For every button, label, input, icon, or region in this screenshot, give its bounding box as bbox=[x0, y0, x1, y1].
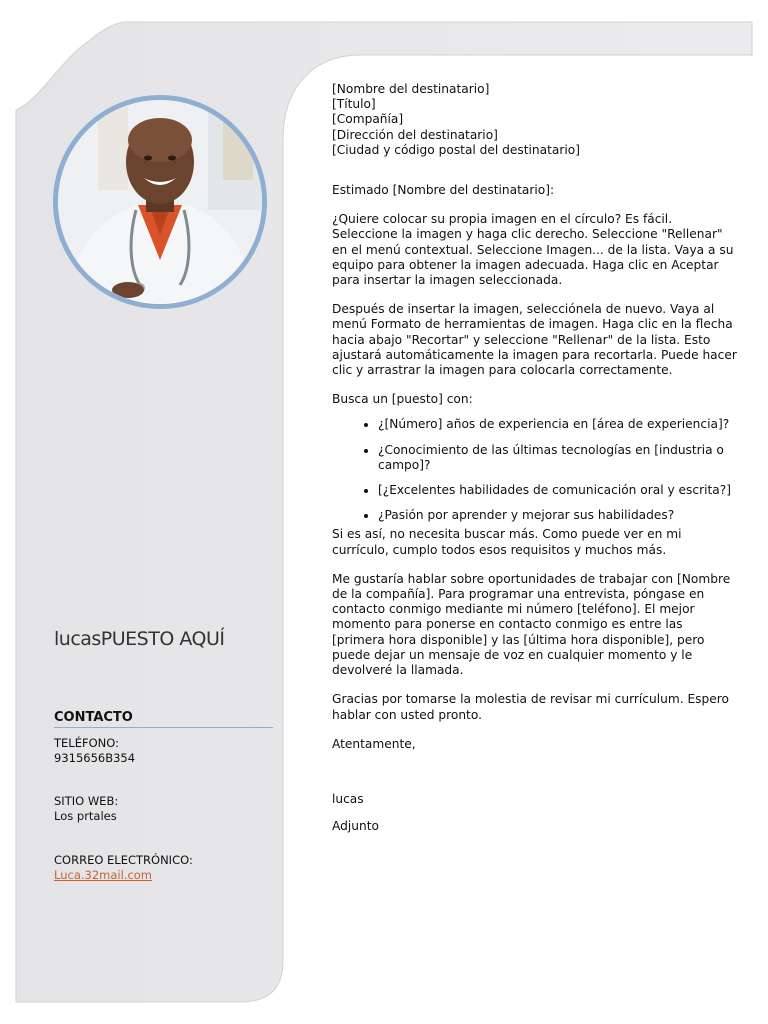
email-label: CORREO ELECTRÓNICO: bbox=[54, 853, 193, 867]
website-block bbox=[54, 794, 118, 824]
paragraph-6: Gracias por tomarse la molestia de revisar mi currículum. Espero hablar con usted pronto. bbox=[332, 692, 729, 722]
email-link[interactable]: Luca.32mail.com bbox=[54, 868, 153, 882]
contact-divider bbox=[54, 727, 273, 728]
requirements-list bbox=[332, 417, 737, 523]
profile-photo[interactable] bbox=[53, 95, 267, 309]
list-item: • ¿[Número] años de experiencia en [área de experiencia]? bbox=[378, 417, 737, 432]
paragraph-5: Me gustaría hablar sobre oportunidades de trabajar con [Nombre de la compañía]. Para programar una entrevista, póngase en contacto conmigo mediante mi número [teléfono]. El mejor momento para ponerse en contacto conmigo es entre las [primera hora disponible] y las [última hora disponible], pero puede dejar un mensaje de voz en cualquier momento y le devolveré la llamada. bbox=[332, 571, 731, 678]
enclosure: Adjunto bbox=[332, 819, 379, 834]
closing: Atentamente, bbox=[332, 736, 416, 751]
address-line: [Título] bbox=[332, 97, 376, 112]
phone-label: TELÉFONO: bbox=[54, 736, 119, 750]
list-item: • ¿Pasión por aprender y mejorar sus habilidades? bbox=[378, 508, 737, 523]
address-line: [Ciudad y código postal del destinatario] bbox=[332, 142, 580, 157]
paragraph-3: Busca un [puesto] con: bbox=[332, 392, 473, 407]
address-line: [Nombre del destinatario] bbox=[332, 82, 490, 96]
website-label: SITIO WEB: bbox=[54, 794, 119, 808]
signature: lucas bbox=[332, 791, 364, 806]
paragraph-2: Después de insertar la imagen, selecciónela de nuevo. Vaya al menú Formato de herramientas de imagen. Haga clic en la flecha hacia abajo "Recortar" y seleccione "Rellenar" de la lista. Esto ajustará automáticamente la imagen para recortarla. Puede hacer clic y arrastrar la imagen para colocarla correctamente. bbox=[332, 302, 737, 378]
paragraph-4: Si es así, no necesita buscar más. Como puede ver en mi currículo, cumplo todos esos requisitos y muchos más. bbox=[332, 527, 682, 557]
paragraph-1: ¿Quiere colocar su propia imagen en el círculo? Es fácil. Seleccione la imagen y haga clic derecho. Seleccione "Rellenar" en el menú contextual. Seleccione Imagen... de la lista. Vaya a su equipo para obtener la imagen adecuada. Haga clic en Aceptar para insertar la imagen seleccionada. bbox=[332, 212, 734, 288]
address-line: [Dirección del destinatario] bbox=[332, 127, 498, 142]
email-block bbox=[54, 853, 193, 883]
website-value: Los prtales bbox=[54, 809, 117, 823]
contact-heading: CONTACTO bbox=[54, 710, 133, 725]
list-item: • ¿Conocimiento de las últimas tecnologías en [industria o campo]? bbox=[378, 443, 737, 473]
doctor-portrait-icon bbox=[58, 100, 262, 304]
phone-value: 9315656B354 bbox=[54, 751, 136, 765]
salutation: Estimado [Nombre del destinatario]: bbox=[332, 183, 555, 198]
address-line: [Compañía] bbox=[332, 112, 404, 127]
letter-body bbox=[332, 82, 737, 848]
recipient-address bbox=[332, 82, 737, 158]
list-item: • [¿Excelentes habilidades de comunicación oral y escrita?] bbox=[378, 483, 737, 498]
name-and-position: lucasPUESTO AQUÍ bbox=[54, 628, 225, 650]
phone-block bbox=[54, 736, 135, 766]
